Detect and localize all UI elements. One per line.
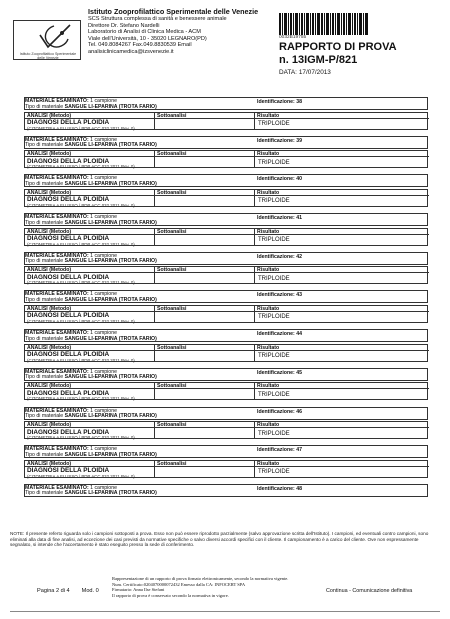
report-title: RAPPORTO DI PROVA [279,41,397,53]
sample-material-box [24,329,428,342]
identification-value: 40 [296,176,302,183]
institute-line: Laboratorio di Analisi di Clinica Medica - ACM [88,29,201,36]
identification-value: 44 [296,331,302,338]
result-value: TRIPLOIDE [258,198,290,205]
sample-block [24,290,428,329]
analysis-name: DIAGNOSI DELLA PLOIDIA [27,273,110,281]
signature-line: Firmatario: Anna Ilse Stefani [112,587,165,593]
result-header: Risultato [255,306,429,312]
identification-value: 48 [296,485,302,492]
institute-line: Tel. 049.8084267 Fax.049.8830539 Email [88,42,192,49]
result-header: Risultato [255,383,429,389]
material-label: MATERIALE ESAMINATO: [25,446,89,453]
analysis-header: ANALISI (Metodo) [25,229,154,235]
analysis-method: (CITOMETRIA A FLUSSO / PDP ACC 032 2011 Rev. 0) [27,473,135,479]
analysis-header: ANALISI (Metodo) [25,461,154,467]
identification-value: 46 [296,408,302,415]
sample-material-box [24,407,428,420]
material-value: 1 campione [90,214,117,221]
subanalysis-header: Sottoanalisi [155,306,254,312]
report-number: n. 13IGM-P/821 [279,54,358,66]
result-column [255,229,429,245]
institute-line: analisiclinicamedica@izsvenezie.it [88,48,174,55]
institute-line: Viale dell'Università, 10 - 35020 LEGNARO(PD) [88,35,207,42]
material-value: 1 campione [90,446,117,453]
barcode-number: 0032B19755 [279,35,307,40]
sample-material-box [24,213,428,226]
analysis-name: DIAGNOSI DELLA PLOIDIA [27,467,110,475]
sample-block [24,329,428,368]
material-type-label: Tipo di materiale [25,103,64,110]
sample-analysis-table [24,382,428,400]
analysis-column [25,422,155,438]
result-column [255,267,429,283]
material-label: MATERIALE ESAMINATO: [25,484,89,491]
sample-material-box [24,252,428,265]
analysis-method: (CITOMETRIA A FLUSSO / PDP ACC 032 2011 Rev. 0) [27,202,135,208]
mod-number: Mod. 0 [81,588,99,594]
material-type-value: SANGUE LI-EPARINA (TROTA FARIO) [64,335,157,342]
sample-material-box [24,484,428,497]
note-text: NOTE: Il presente referto riguarda solo i campioni sottoposti a prova. Esso non può essere riprodotto parzialmente (salvo approvazione scritta dell'Istituto). I campioni, ed eventuali contro campioni, sono eliminati alla data di fine analisi, ad eccezione dei casi previsti da normative specifiche o salvo diversi accordi specifici con il cliente. Il campionamento è a carico del cliente. Ove non espressamente segnalato, si intende che l'accertamento è stato eseguito presso la sede di conferimento. [10,531,429,548]
material-type-label: Tipo di materiale [25,490,64,497]
subanalysis-header: Sottoanalisi [155,113,254,119]
identification-label: Identificazione: [257,331,295,338]
material-type-value: SANGUE LI-EPARINA (TROTA FARIO) [64,219,157,226]
material-value: 1 campione [90,252,117,259]
sample-material-box [24,174,428,187]
result-column [255,190,429,206]
sample-block [24,484,428,523]
analysis-column [25,306,155,322]
subanalysis-column [155,267,255,283]
material-type-line [25,105,427,111]
result-column [255,306,429,322]
material-type-line [25,143,427,149]
material-type-line [25,298,427,304]
material-type-value: SANGUE LI-EPARINA (TROTA FARIO) [64,180,157,187]
identification-label: Identificazione: [257,485,295,492]
identification [257,215,302,221]
material-type-value: SANGUE LI-EPARINA (TROTA FARIO) [64,142,157,149]
page-info [37,588,111,594]
analysis-method: (CITOMETRIA A FLUSSO / PDP ACC 032 2011 Rev. 0) [27,318,135,324]
material-type-label: Tipo di materiale [25,296,64,303]
sample-material-box [24,368,428,381]
identification [257,447,302,453]
analysis-name: DIAGNOSI DELLA PLOIDIA [27,351,110,359]
analysis-column [25,461,155,477]
institute-line: Direttore Dr. Stefano Nardelli [88,22,160,29]
sample-analysis-table [24,421,428,439]
sample-analysis-table [24,112,428,130]
result-value: TRIPLOIDE [258,121,290,127]
material-value: 1 campione [90,407,117,414]
result-header: Risultato [255,113,429,119]
report-date [279,69,333,76]
analysis-header: ANALISI (Metodo) [25,345,154,351]
identification-value: 45 [296,369,302,376]
analysis-name: DIAGNOSI DELLA PLOIDIA [27,389,110,397]
analysis-column [25,229,155,245]
material-type-value: SANGUE LI-EPARINA (TROTA FARIO) [64,451,157,458]
result-value: TRIPLOIDE [258,159,290,166]
result-header: Risultato [255,422,429,428]
subanalysis-header: Sottoanalisi [155,461,254,467]
result-header: Risultato [255,229,429,235]
material-label: MATERIALE ESAMINATO: [25,214,89,221]
analysis-method: (CITOMETRIA A FLUSSO / PDP ACC 032 2011 Rev. 0) [27,435,135,440]
material-type-value: SANGUE LI-EPARINA (TROTA FARIO) [64,413,157,419]
subanalysis-column [155,383,255,399]
identification-value: 43 [296,292,302,299]
analysis-column [25,113,155,129]
identification [257,176,302,182]
result-value: TRIPLOIDE [258,353,290,360]
sample-analysis-table [24,266,428,284]
sample-analysis-table [24,228,428,246]
subanalysis-header: Sottoanalisi [155,190,254,196]
sample-block [24,368,428,407]
material-type-value: SANGUE LI-EPARINA (TROTA FARIO) [64,296,157,303]
institute-name: Istituto Zooprofilattico Sperimentale delle Venezie [88,7,259,16]
identification [257,292,302,298]
result-header: Risultato [255,345,429,351]
result-column [255,422,429,438]
analysis-column [25,383,155,402]
signature-block [112,576,322,598]
subanalysis-header: Sottoanalisi [155,267,254,273]
identification-value: 39 [296,137,302,144]
sample-block [24,213,428,252]
material-type-label: Tipo di materiale [25,413,64,419]
sample-block [24,252,428,291]
analysis-header: ANALISI (Metodo) [25,190,154,196]
institute-block [88,7,288,56]
analysis-header: ANALISI (Metodo) [25,306,154,312]
material-type-label: Tipo di materiale [25,219,64,226]
identification [257,99,302,105]
analysis-name: DIAGNOSI DELLA PLOIDIA [27,119,110,126]
identification [257,370,302,376]
analysis-method: (CITOMETRIA A FLUSSO / PDP ACC 032 2011 Rev. 0) [27,241,135,247]
result-value: TRIPLOIDE [258,237,290,244]
material-type-line [25,414,427,420]
material-value: 1 campione [90,291,117,298]
subanalysis-header: Sottoanalisi [155,151,254,157]
analysis-method: (CITOMETRIA A FLUSSO / PDP ACC 032 2011 Rev. 0) [27,164,135,170]
subanalysis-column [155,461,255,477]
material-label: MATERIALE ESAMINATO: [25,136,89,143]
result-value: TRIPLOIDE [258,314,290,321]
result-header: Risultato [255,461,429,467]
material-value: 1 campione [90,330,117,337]
result-header: Risultato [255,267,429,273]
sample-block [24,174,428,213]
identification [257,138,302,144]
analysis-header: ANALISI (Metodo) [25,383,154,389]
sample-analysis-table [24,189,428,207]
sample-block [24,407,428,446]
identification-label: Identificazione: [257,447,295,454]
identification [257,409,302,415]
report-date-value: 17/07/2013 [298,69,331,76]
subanalysis-column [155,151,255,167]
material-label: MATERIALE ESAMINATO: [25,291,89,298]
analysis-method: (CITOMETRIA A FLUSSO / PDP ACC 032 2011 Rev. 0) [27,280,135,286]
sample-analysis-table [24,305,428,323]
subanalysis-header: Sottoanalisi [155,383,254,389]
barcode [279,13,368,35]
sample-block [24,136,428,175]
analysis-name: DIAGNOSI DELLA PLOIDIA [27,312,110,320]
subanalysis-column [155,190,255,206]
identification-value: 42 [296,253,302,260]
material-type-line [25,375,427,381]
identification-value: 38 [296,99,302,105]
identification-label: Identificazione: [257,408,295,415]
subanalysis-header: Sottoanalisi [155,229,254,235]
material-value: 1 campione [90,175,117,182]
result-value: TRIPLOIDE [258,430,290,437]
material-value: 1 campione [90,484,117,491]
result-value: TRIPLOIDE [258,391,290,398]
material-type-line [25,337,427,343]
analysis-name: DIAGNOSI DELLA PLOIDIA [27,196,110,204]
result-header: Risultato [255,190,429,196]
result-header: Risultato [255,151,429,157]
material-type-label: Tipo di materiale [25,142,64,149]
sample-material-box [24,97,428,110]
institute-line: SCS Struttura complessa di sanità e benessere animale [88,16,227,22]
material-value: 1 campione [90,368,117,375]
material-type-line [25,491,427,497]
material-type-label: Tipo di materiale [25,451,64,458]
material-type-value: SANGUE LI-EPARINA (TROTA FARIO) [64,374,157,381]
sample-analysis-table [24,150,428,168]
analysis-header: ANALISI (Metodo) [25,113,154,119]
report-header [0,0,450,100]
material-label: MATERIALE ESAMINATO: [25,330,89,337]
analysis-column [25,267,155,286]
material-value: 1 campione [90,136,117,143]
identification-label: Identificazione: [257,99,295,105]
subanalysis-column [155,229,255,245]
sample-material-box [24,290,428,303]
material-label: MATERIALE ESAMINATO: [25,407,89,414]
analysis-name: DIAGNOSI DELLA PLOIDIA [27,157,110,165]
analysis-column [25,190,155,206]
result-value: TRIPLOIDE [258,275,290,282]
subanalysis-column [155,422,255,438]
identification-value: 47 [296,447,302,454]
identification-label: Identificazione: [257,253,295,260]
signature-line: Num. Certificato:0204070000072432 Emesso dalla CA: INFOCERT SPA [112,581,246,587]
identification-value: 41 [296,215,302,222]
result-column [255,461,429,477]
material-type-line [25,259,427,265]
material-type-value: SANGUE LI-EPARINA (TROTA FARIO) [64,490,157,497]
sample-analysis-table [24,344,428,362]
subanalysis-column [155,345,255,361]
subanalysis-header: Sottoanalisi [155,345,254,351]
material-value: 1 campione [90,98,117,104]
result-column [255,383,429,399]
analysis-name: DIAGNOSI DELLA PLOIDIA [27,428,110,436]
identification-label: Identificazione: [257,369,295,376]
samples-list [24,97,428,523]
institute-logo [13,20,81,60]
identification [257,331,302,337]
continue-text: Continua - Comunicazione definitiva [326,588,413,594]
result-column [255,345,429,361]
sample-material-box [24,445,428,458]
sample-block [24,97,428,136]
signature-line: Il rapporto di prova è conservato secondo la normativa in vigore. [112,592,229,598]
material-type-label: Tipo di materiale [25,374,64,381]
analysis-method: (CITOMETRIA A FLUSSO / PDP ACC 032 2011 Rev. 0) [27,396,135,402]
identification-label: Identificazione: [257,176,295,183]
material-label: MATERIALE ESAMINATO: [25,252,89,259]
material-type-line [25,182,427,188]
report-date-label: DATA: [279,69,297,76]
material-type-line [25,453,427,459]
subanalysis-column [155,306,255,322]
identification-label: Identificazione: [257,215,295,222]
material-type-line [25,221,427,227]
material-type-label: Tipo di materiale [25,258,64,265]
material-type-value: SANGUE LI-EPARINA (TROTA FARIO) [64,258,157,265]
analysis-header: ANALISI (Metodo) [25,151,154,157]
sample-material-box [24,136,428,149]
analysis-method: (CITOMETRIA A FLUSSO / PDP ACC 032 2011 Rev. 0) [27,125,135,131]
subanalysis-header: Sottoanalisi [155,422,254,428]
material-type-value: SANGUE LI-EPARINA (TROTA FARIO) [64,103,157,110]
identification-label: Identificazione: [257,137,295,144]
analysis-column [25,345,155,361]
analysis-column [25,151,155,170]
analysis-name: DIAGNOSI DELLA PLOIDIA [27,235,110,243]
sample-analysis-table [24,460,428,478]
bottom-divider [10,611,440,612]
signature-line: Rappresentazione di un rapporto di prova firmato elettronicamente, secondo la normativa vigente. [112,576,289,581]
material-label: MATERIALE ESAMINATO: [25,175,89,182]
result-column [255,113,429,129]
identification [257,254,302,260]
subanalysis-column [155,113,255,129]
material-label: MATERIALE ESAMINATO: [25,98,89,104]
material-label: MATERIALE ESAMINATO: [25,368,89,375]
page-number: Pagina 2 di 4 [37,588,70,594]
analysis-header: ANALISI (Metodo) [25,422,154,428]
logo-caption: Istituto Zooprofilattico Sperimentale delle Venezie [19,52,77,60]
analysis-method: (CITOMETRIA A FLUSSO / PDP ACC 032 2011 Rev. 0) [27,357,135,363]
material-type-label: Tipo di materiale [25,180,64,187]
identification [257,486,302,492]
sample-block [24,445,428,484]
material-type-label: Tipo di materiale [25,335,64,342]
identification-label: Identificazione: [257,292,295,299]
report-footer [0,576,450,616]
result-value: TRIPLOIDE [258,469,290,476]
analysis-header: ANALISI (Metodo) [25,267,154,273]
result-column [255,151,429,167]
